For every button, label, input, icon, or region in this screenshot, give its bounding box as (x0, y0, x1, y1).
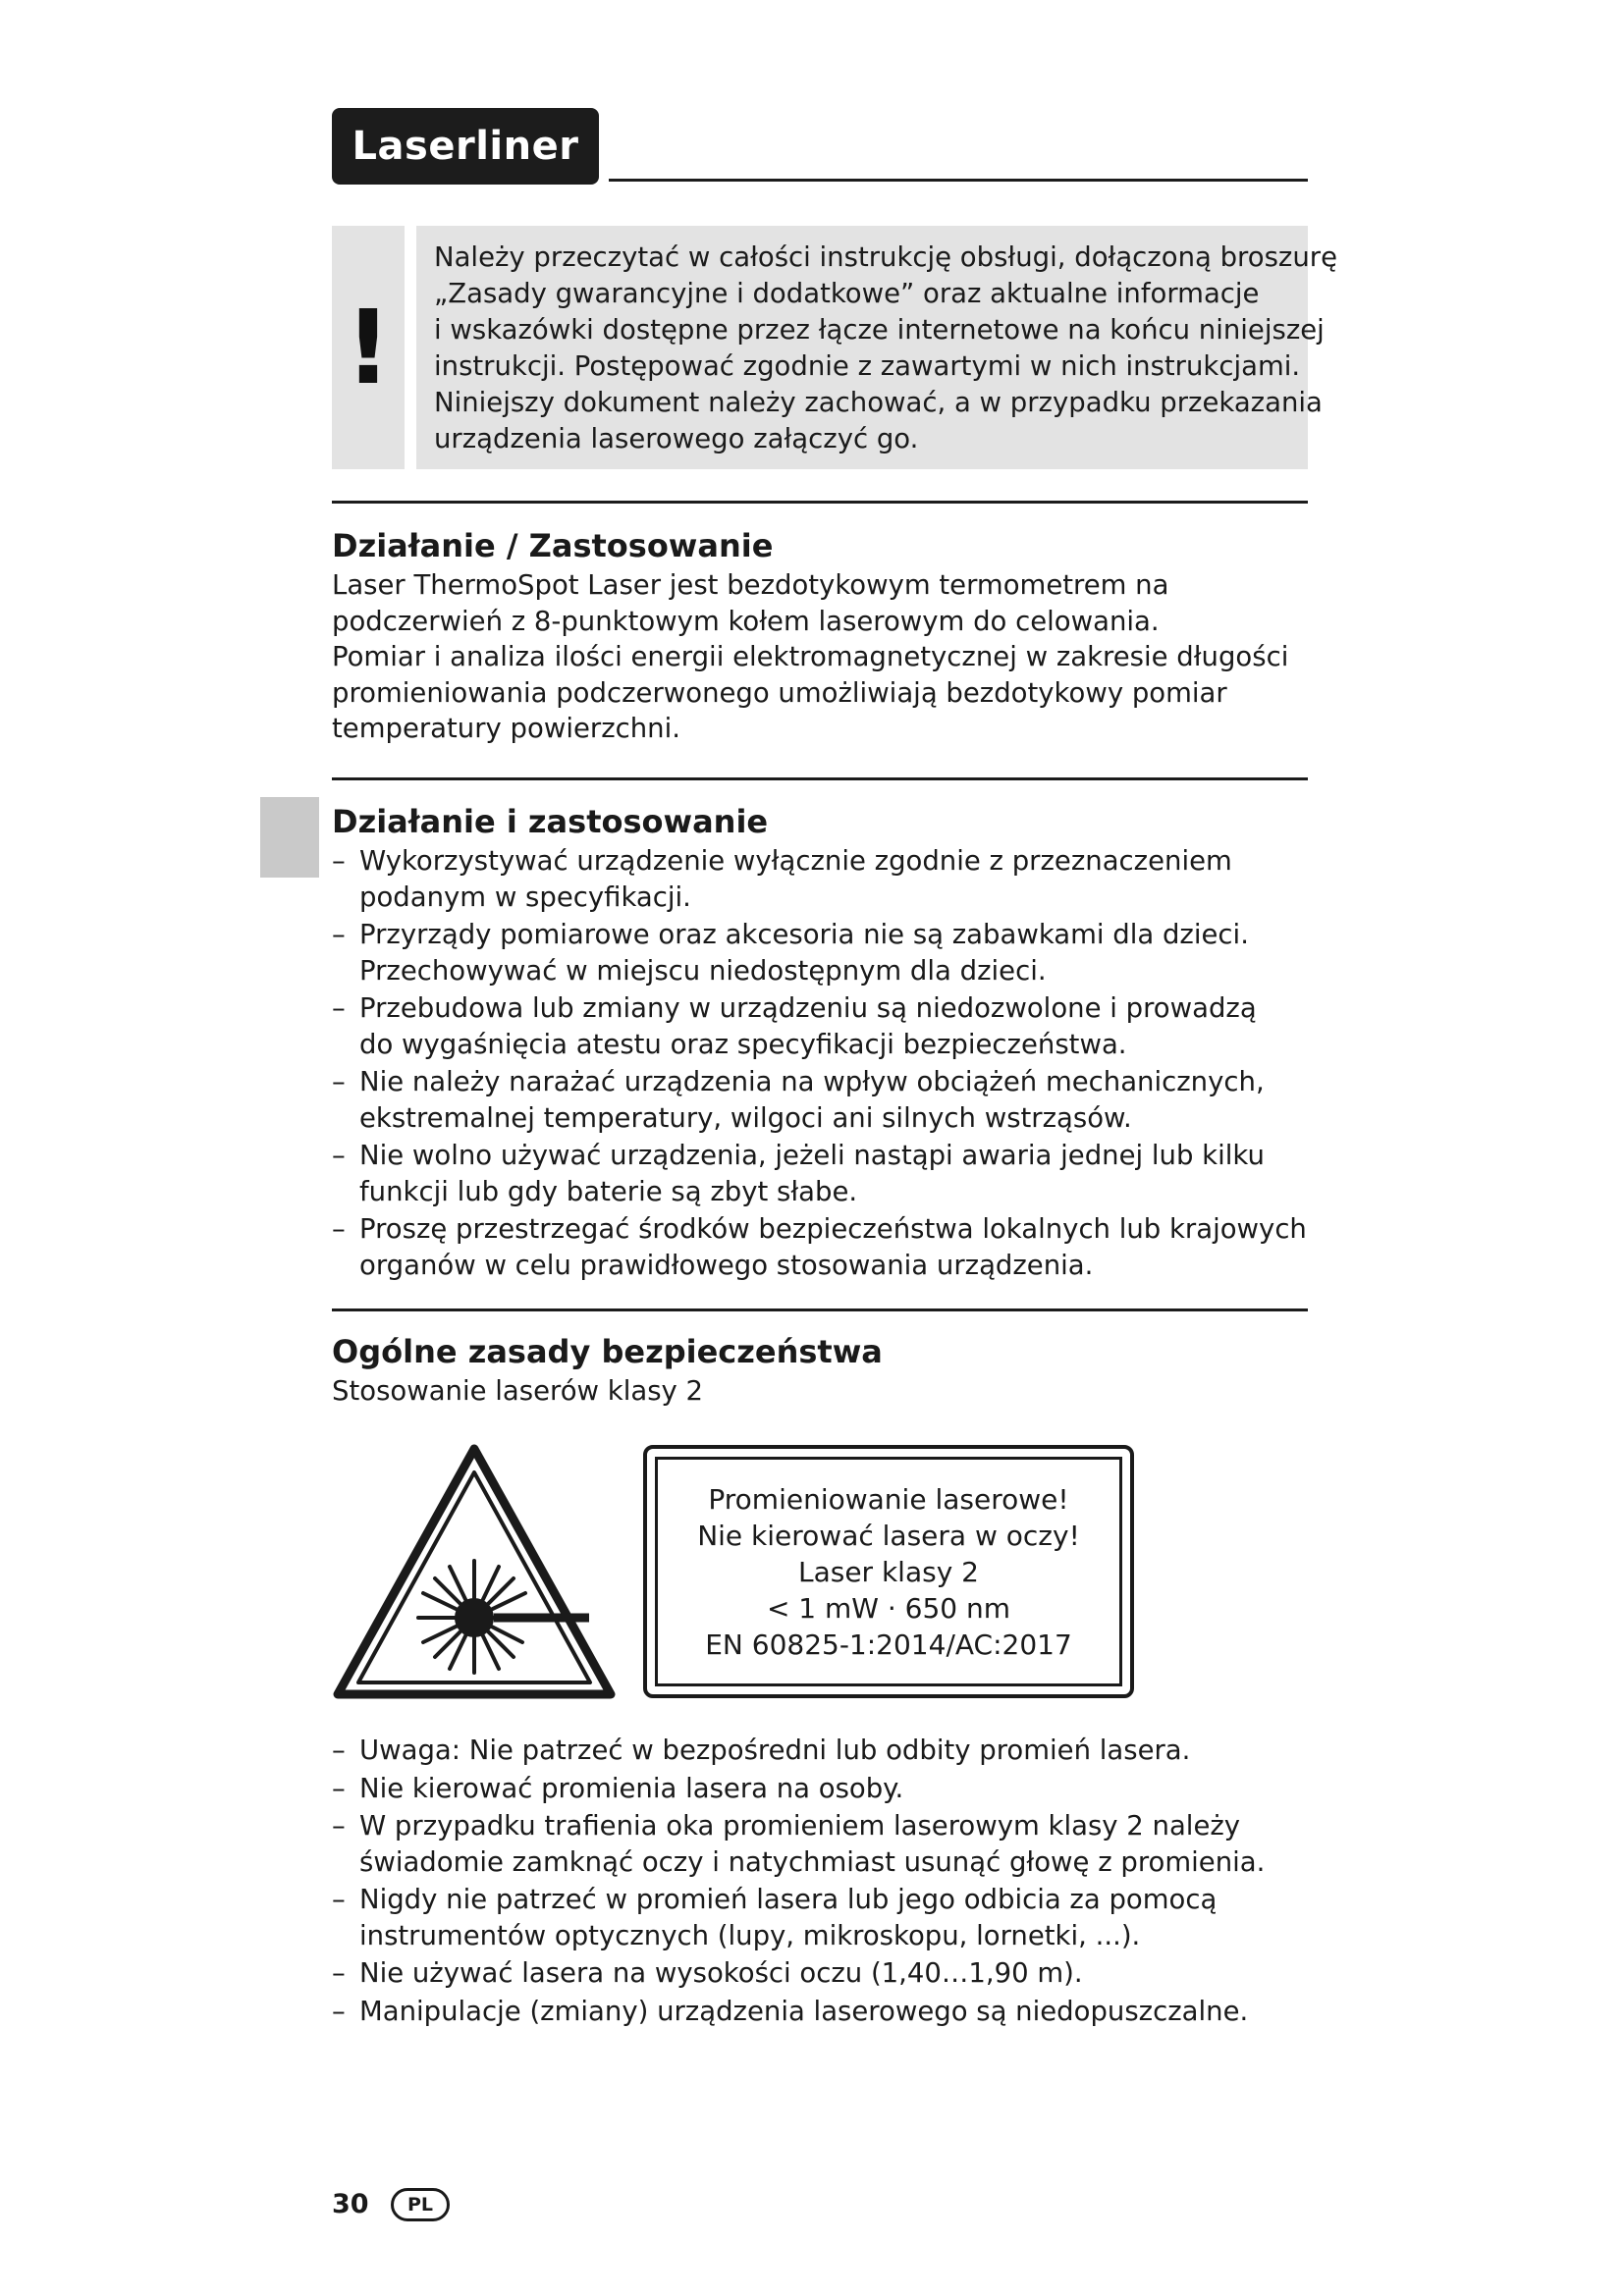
notice-line: „Zasady gwarancyjne i dodatkowe” oraz aktualne informacje (434, 278, 1260, 309)
section-text-line: podczerwień z 8-punktowym kołem laserowym do celowania. (332, 605, 1160, 637)
section-divider (332, 501, 1308, 504)
notice-line: urządzenia laserowego załączyć go. (434, 423, 919, 454)
list-item: – Nie kierować promienia lasera na osoby. (332, 1772, 904, 1804)
bullet-list (332, 843, 1308, 1283)
label-line: EN 60825-1:2014/AC:2017 (705, 1628, 1072, 1661)
laser-warning-icon (332, 1443, 617, 1700)
list-item: – Nigdy nie patrzeć w promień lasera lub jego odbicia za pomocą instrumentów optycznych (lupy, mikroskopu, lornetki, ...). (332, 1884, 1218, 1951)
list-item: – Nie używać lasera na wysokości oczu (1,40…1,90 m). (332, 1957, 1083, 1989)
list-item: – Nie należy narażać urządzenia na wpływ obciążeń mechanicznych, ekstremalnej temperatury, wilgoci ani silnych wstrząsów. (332, 1066, 1265, 1134)
section-title: Ogólne zasady bezpieczeństwa (332, 1333, 883, 1370)
list-item: – Manipulacje (zmiany) urządzenia laserowego są niedopuszczalne. (332, 1995, 1249, 2027)
language-badge: PL (391, 2188, 450, 2221)
laser-class-label (643, 1445, 1134, 1698)
section-text-line: Laser ThermoSpot Laser jest bezdotykowym termometrem na (332, 569, 1169, 601)
list-item: – Wykorzystywać urządzenie wyłącznie zgodnie z przeznaczeniem podanym w specyfikacji. (332, 845, 1232, 913)
notice-line: Niniejszy dokument należy zachować, a w przypadku przekazania (434, 387, 1323, 418)
list-item: – Przebudowa lub zmiany w urządzeniu są niedozwolone i prowadzą do wygaśnięcia atestu oraz specyfikacji bezpieczeństwa. (332, 992, 1257, 1060)
label-line: < 1 mW · 650 nm (766, 1591, 1011, 1625)
section-title: Działanie / Zastosowanie (332, 527, 774, 564)
list-item: – Proszę przestrzegać środków bezpieczeństwa lokalnych lub krajowych organów w celu prawidłowego stosowania urządzenia. (332, 1213, 1307, 1281)
notice-box (416, 226, 1337, 469)
section-divider (332, 1308, 1308, 1311)
section-text-line: temperatury powierzchni. (332, 713, 680, 744)
section-title: Działanie i zastosowanie (332, 803, 769, 840)
laser-class-label-inner (655, 1457, 1122, 1686)
notice-line: i wskazówki dostępne przez łącze internetowe na końcu niniejszej (434, 314, 1325, 346)
list-item: – W przypadku trafienia oka promieniem laserowym klasy 2 należy świadomie zamknąć oczy i natychmiast usunąć głowę z promienia. (332, 1810, 1266, 1878)
list-item: – Przyrządy pomiarowe oraz akcesoria nie są zabawkami dla dzieci. Przechowywać w miejscu niedostępnym dla dzieci. (332, 919, 1249, 987)
notice-line: instrukcji. Postępować zgodnie z zawartymi w nich instrukcjami. (434, 350, 1301, 382)
label-line: Nie kierować lasera w oczy! (697, 1519, 1080, 1552)
section-divider (332, 777, 1308, 780)
section-text-line: promieniowania podczerwonego umożliwiają bezdotykowy pomiar (332, 676, 1227, 709)
section-general-safety (332, 1330, 1308, 1410)
page-number: 30 (332, 2189, 369, 2219)
section-intended-use (332, 800, 1308, 1285)
label-line: Laser klasy 2 (797, 1555, 979, 1588)
exclamation-mark: ! (345, 288, 392, 407)
list-item: – Uwaga: Nie patrzeć w bezpośredni lub odbity promień lasera. (332, 1735, 1191, 1766)
header-rule (609, 179, 1308, 182)
section-function-application (332, 524, 1308, 747)
exclamation-icon (332, 226, 405, 469)
section-subtitle: Stosowanie laserów klasy 2 (332, 1375, 704, 1407)
side-tab-marker (260, 797, 319, 878)
safety-bullets (332, 1733, 1308, 2031)
logo-text: Laserliner (352, 124, 579, 169)
label-line: Promieniowanie laserowe! (708, 1482, 1069, 1516)
section-text-line: Pomiar i analiza ilości energii elektromagnetycznej w zakresie długości (332, 641, 1289, 672)
bullet-list (332, 1733, 1308, 2029)
laserliner-logo (332, 108, 599, 185)
notice-line: Należy przeczytać w całości instrukcję obsługi, dołączoną broszurę (434, 241, 1337, 273)
list-item: – Nie wolno używać urządzenia, jeżeli nastąpi awaria jednej lub kilku funkcji lub gdy baterie są zbyt słabe. (332, 1140, 1265, 1207)
